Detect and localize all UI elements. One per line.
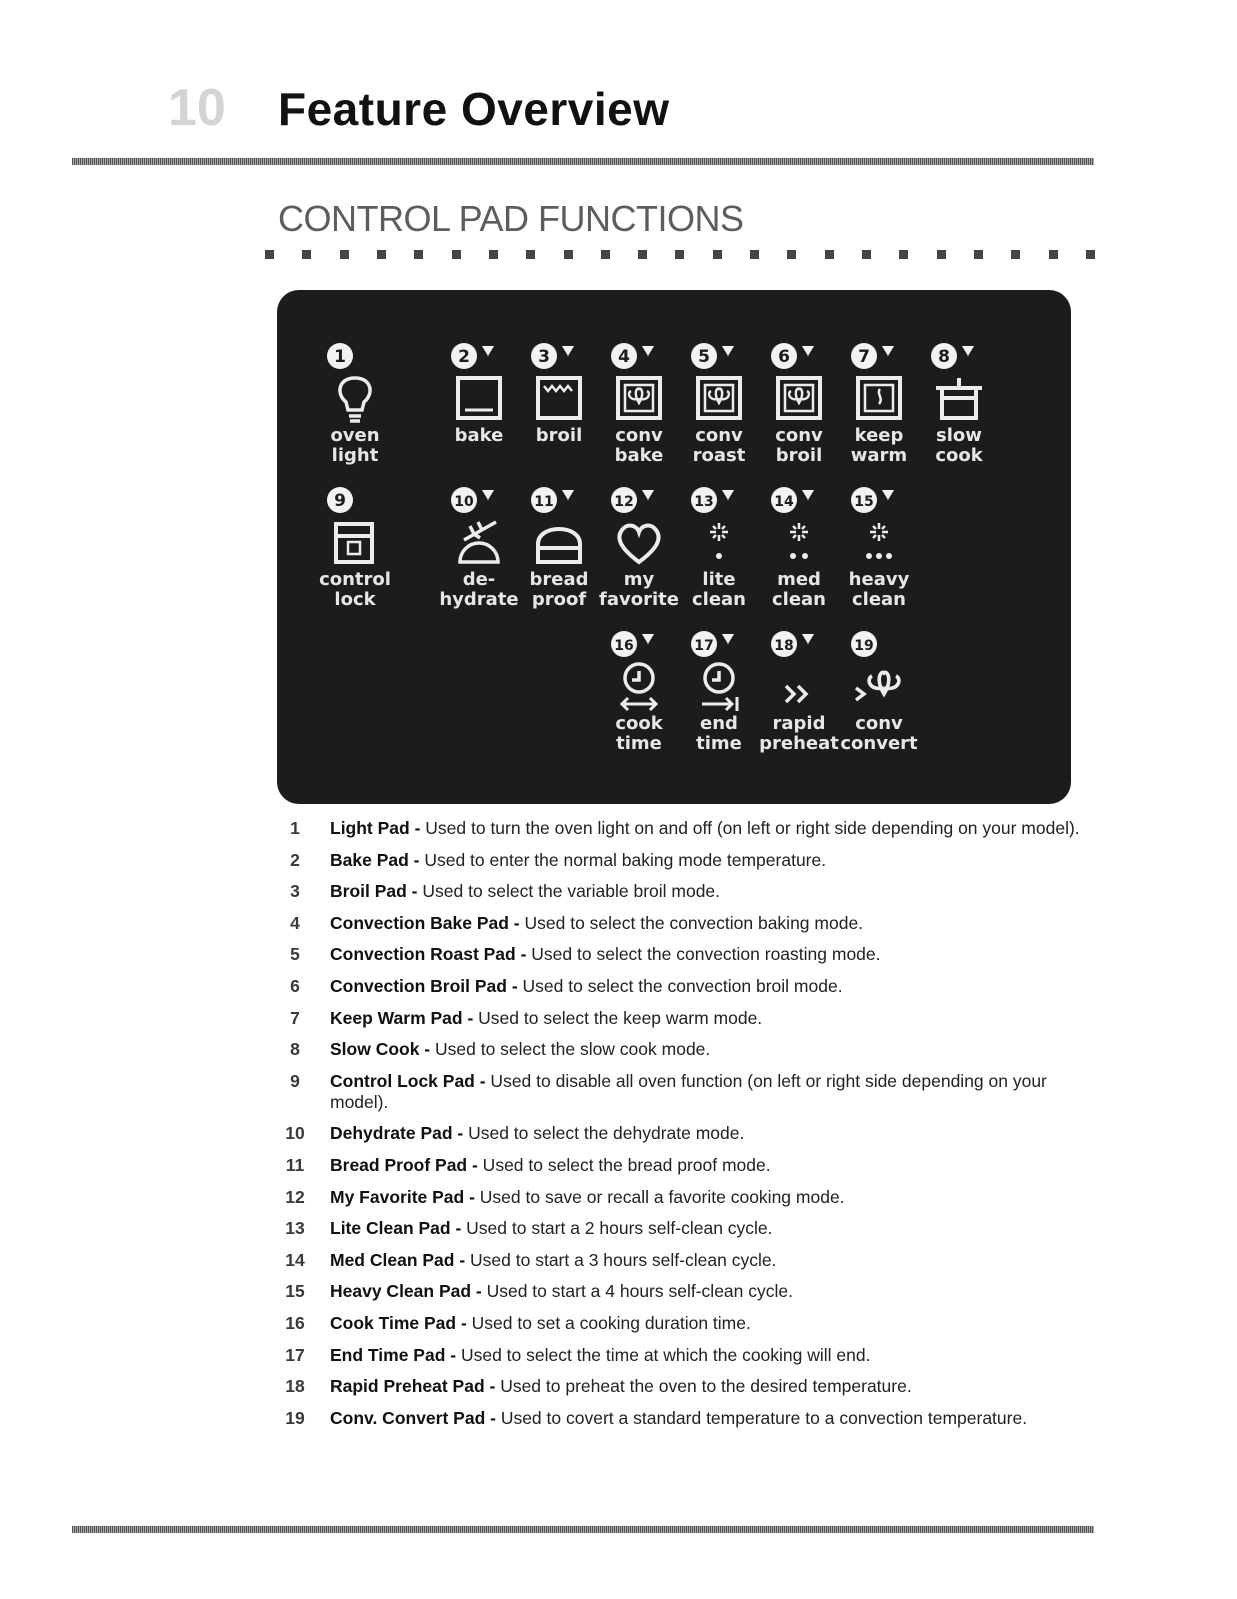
description-number: 4 — [290, 912, 300, 933]
description-number: 17 — [285, 1344, 305, 1365]
pad-name: Heavy Clean Pad - — [330, 1281, 482, 1302]
dotted-separator — [265, 250, 1095, 260]
pad-number: 2 — [458, 347, 470, 367]
description-number: 5 — [290, 944, 300, 965]
description-number: 12 — [285, 1186, 305, 1207]
conv-bake-icon — [610, 372, 668, 424]
pad-name: Bread Proof Pad - — [330, 1154, 478, 1175]
pad-label: end time — [696, 713, 742, 754]
description-number: 11 — [285, 1154, 305, 1175]
pad-name: Control Lock Pad - — [330, 1070, 486, 1091]
pad-name: Convection Roast Pad - — [330, 944, 527, 965]
pad-name: Conv. Convert Pad - — [330, 1407, 496, 1428]
pad-number-badge — [610, 630, 668, 660]
bottom-divider — [72, 1526, 1094, 1533]
description-item — [278, 1408, 1108, 1429]
description-number: 10 — [285, 1123, 305, 1144]
description-item — [278, 1039, 1108, 1060]
description-item — [278, 1218, 1108, 1239]
pad-label: med clean — [771, 569, 826, 610]
pad-7 — [837, 342, 921, 466]
pad-9 — [313, 486, 397, 610]
pad-number-badge — [850, 342, 908, 372]
pad-number-badge — [326, 342, 384, 372]
pad-label: conv broil — [775, 425, 823, 466]
pad-description: Used to select the dehydrate mode. — [463, 1123, 745, 1144]
pad-14 — [757, 486, 841, 610]
pad-label: bread proof — [529, 569, 589, 610]
description-number: 8 — [290, 1039, 300, 1060]
pad-6 — [757, 342, 841, 466]
description-number: 6 — [290, 975, 300, 996]
pad-name: Dehydrate Pad - — [330, 1123, 464, 1144]
pad-number: 11 — [534, 494, 554, 510]
pad-5 — [677, 342, 761, 466]
pad-label: broil — [535, 425, 583, 446]
description-item — [278, 1313, 1108, 1334]
heavy-clean-icon — [850, 516, 908, 568]
pad-number: 9 — [334, 491, 346, 511]
dehydrate-icon — [450, 516, 508, 568]
pad-label: de- hydrate — [439, 569, 519, 610]
pad-name: Light Pad - — [330, 818, 421, 838]
description-item — [278, 881, 1108, 902]
pad-label: conv roast — [692, 425, 746, 466]
pad-label: conv convert — [840, 713, 918, 754]
description-item — [278, 1345, 1108, 1366]
pad-description: Used to covert a standard temperature to a convection temperature. — [495, 1407, 1028, 1428]
pad-number-badge — [850, 486, 908, 516]
pad-name: Bake Pad - — [330, 849, 420, 870]
description-item — [278, 944, 1108, 965]
conv-roast-icon — [690, 372, 748, 424]
pad-name: Lite Clean Pad - — [330, 1218, 462, 1239]
pad-description: Used to select the bread proof mode. — [477, 1154, 771, 1175]
pad-label: rapid preheat — [759, 713, 839, 754]
description-item — [278, 913, 1108, 934]
pad-number: 4 — [618, 347, 630, 367]
description-number: 7 — [290, 1007, 300, 1028]
pad-number: 10 — [454, 494, 474, 510]
med-clean-icon — [770, 516, 828, 568]
pad-number-badge — [610, 342, 668, 372]
pad-8 — [917, 342, 1001, 466]
description-item — [278, 1155, 1108, 1176]
pad-number: 13 — [694, 494, 714, 510]
pad-19 — [837, 630, 921, 754]
pad-name: End Time Pad - — [330, 1344, 457, 1365]
pad-name: Slow Cook - — [330, 1039, 431, 1060]
pad-label: control lock — [319, 569, 391, 610]
keep-warm-icon — [850, 372, 908, 424]
pad-label: lite clean — [691, 569, 746, 610]
pad-number-badge — [610, 486, 668, 516]
pad-label: heavy clean — [848, 569, 910, 610]
description-item — [278, 976, 1108, 997]
pad-description: Used to enter the normal baking mode temperature. — [419, 849, 827, 870]
pad-name: Convection Bake Pad - — [330, 912, 520, 933]
pad-12 — [597, 486, 681, 610]
pad-description: Used to start a 2 hours self-clean cycle. — [461, 1218, 773, 1239]
description-number: 9 — [290, 1070, 300, 1091]
heart-icon — [610, 516, 668, 568]
pad-number: 14 — [774, 494, 794, 510]
pad-number-badge — [770, 630, 828, 660]
cook-time-icon — [610, 660, 668, 712]
conv-convert-icon — [850, 660, 908, 712]
description-item — [278, 1376, 1108, 1397]
pad-number: 17 — [694, 638, 714, 654]
pad-17 — [677, 630, 761, 754]
pad-description: Used to start a 4 hours self-clean cycle. — [481, 1281, 793, 1302]
pad-11 — [517, 486, 601, 610]
pad-number: 18 — [774, 638, 794, 654]
pad-label: oven light — [330, 425, 380, 466]
rapid-preheat-icon — [770, 660, 828, 712]
pad-name: Cook Time Pad - — [330, 1312, 467, 1333]
pad-description: Used to select the variable broil mode. — [417, 881, 721, 902]
pad-number-badge — [530, 342, 588, 372]
conv-broil-icon — [770, 372, 828, 424]
pad-16 — [597, 630, 681, 754]
description-item — [278, 850, 1108, 871]
description-number: 16 — [285, 1312, 305, 1333]
pad-number-badge — [690, 630, 748, 660]
pad-label: keep warm — [850, 425, 908, 466]
pad-name: Keep Warm Pad - — [330, 1007, 474, 1028]
pad-description-list — [278, 818, 1108, 1439]
description-number: 15 — [285, 1281, 305, 1302]
pad-description: Used to select the keep warm mode. — [473, 1007, 763, 1028]
pad-number-badge — [770, 342, 828, 372]
section-title: CONTROL PAD FUNCTIONS — [278, 198, 744, 239]
chapter-title: Feature Overview — [278, 83, 670, 135]
description-item — [278, 1123, 1108, 1144]
pad-description: Used to set a cooking duration time. — [466, 1312, 751, 1333]
description-item — [278, 1250, 1108, 1271]
pad-label: conv bake — [614, 425, 664, 466]
description-item — [278, 1187, 1108, 1208]
pad-18 — [757, 630, 841, 754]
pad-description: Used to select the time at which the cooking will end. — [456, 1344, 871, 1365]
description-item — [278, 1071, 1108, 1113]
pad-number-badge — [690, 342, 748, 372]
pad-number: 3 — [538, 347, 550, 367]
bulb-icon — [326, 372, 384, 424]
pad-number-badge — [450, 342, 508, 372]
pad-number-badge — [930, 342, 988, 372]
pad-10 — [437, 486, 521, 610]
pad-description: Used to save or recall a favorite cooking mode. — [474, 1186, 845, 1207]
description-item — [278, 1281, 1108, 1302]
chapter-number: 10 — [168, 79, 226, 137]
description-number: 19 — [285, 1407, 305, 1428]
pad-description: Used to select the convection roasting mode. — [526, 944, 881, 965]
pad-number-badge — [690, 486, 748, 516]
bake-oven-icon — [450, 372, 508, 424]
pad-name: Rapid Preheat Pad - — [330, 1376, 496, 1397]
pad-label: bake — [454, 425, 504, 446]
pad-4 — [597, 342, 681, 466]
chapter-header — [168, 78, 670, 138]
pad-3 — [517, 342, 601, 446]
pad-number-badge — [850, 630, 908, 660]
pad-number: 6 — [778, 347, 790, 367]
description-number: 1 — [290, 818, 300, 838]
pad-1 — [313, 342, 397, 466]
slow-cook-pot-icon — [930, 372, 988, 424]
description-number: 3 — [290, 881, 300, 902]
pad-number: 16 — [614, 638, 634, 654]
pad-description: Used to select the slow cook mode. — [430, 1039, 711, 1060]
pad-description: Used to select the convection broil mode. — [517, 975, 843, 996]
end-time-icon — [690, 660, 748, 712]
pad-15 — [837, 486, 921, 610]
pad-description: Used to turn the oven light on and off (on left or right side depending on your model). — [420, 818, 1080, 838]
pad-description: Used to disable all oven function (on left or right side depending on your model). — [330, 1070, 1047, 1112]
description-item — [278, 1008, 1108, 1029]
pad-number: 19 — [854, 638, 874, 654]
pad-label: cook time — [615, 713, 663, 754]
pad-2 — [437, 342, 521, 446]
lock-icon — [326, 516, 384, 568]
pad-number: 5 — [698, 347, 710, 367]
pad-description: Used to start a 3 hours self-clean cycle. — [465, 1249, 777, 1270]
pad-description: Used to select the convection baking mode. — [519, 912, 864, 933]
broil-oven-icon — [530, 372, 588, 424]
description-number: 18 — [285, 1376, 305, 1397]
pad-label: slow cook — [935, 425, 983, 466]
pad-name: Med Clean Pad - — [330, 1249, 466, 1270]
pad-label: my favorite — [599, 569, 679, 610]
description-item — [278, 818, 1108, 839]
pad-number-badge — [450, 486, 508, 516]
pad-name: My Favorite Pad - — [330, 1186, 475, 1207]
pad-name: Broil Pad - — [330, 881, 418, 902]
pad-number-badge — [770, 486, 828, 516]
pad-number-badge — [326, 486, 384, 516]
pad-number: 8 — [938, 347, 950, 367]
pad-number: 7 — [858, 347, 870, 367]
top-divider — [72, 158, 1094, 165]
description-number: 13 — [285, 1218, 305, 1239]
bread-icon — [530, 516, 588, 568]
pad-name: Convection Broil Pad - — [330, 975, 518, 996]
pad-number-badge — [530, 486, 588, 516]
pad-description: Used to preheat the oven to the desired temperature. — [495, 1376, 912, 1397]
description-number: 14 — [285, 1249, 305, 1270]
lite-clean-icon — [690, 516, 748, 568]
pad-number: 1 — [334, 347, 346, 367]
description-number: 2 — [290, 849, 300, 870]
pad-number: 15 — [854, 494, 874, 510]
pad-number: 12 — [614, 494, 634, 510]
pad-13 — [677, 486, 761, 610]
control-panel-image — [277, 290, 1071, 804]
